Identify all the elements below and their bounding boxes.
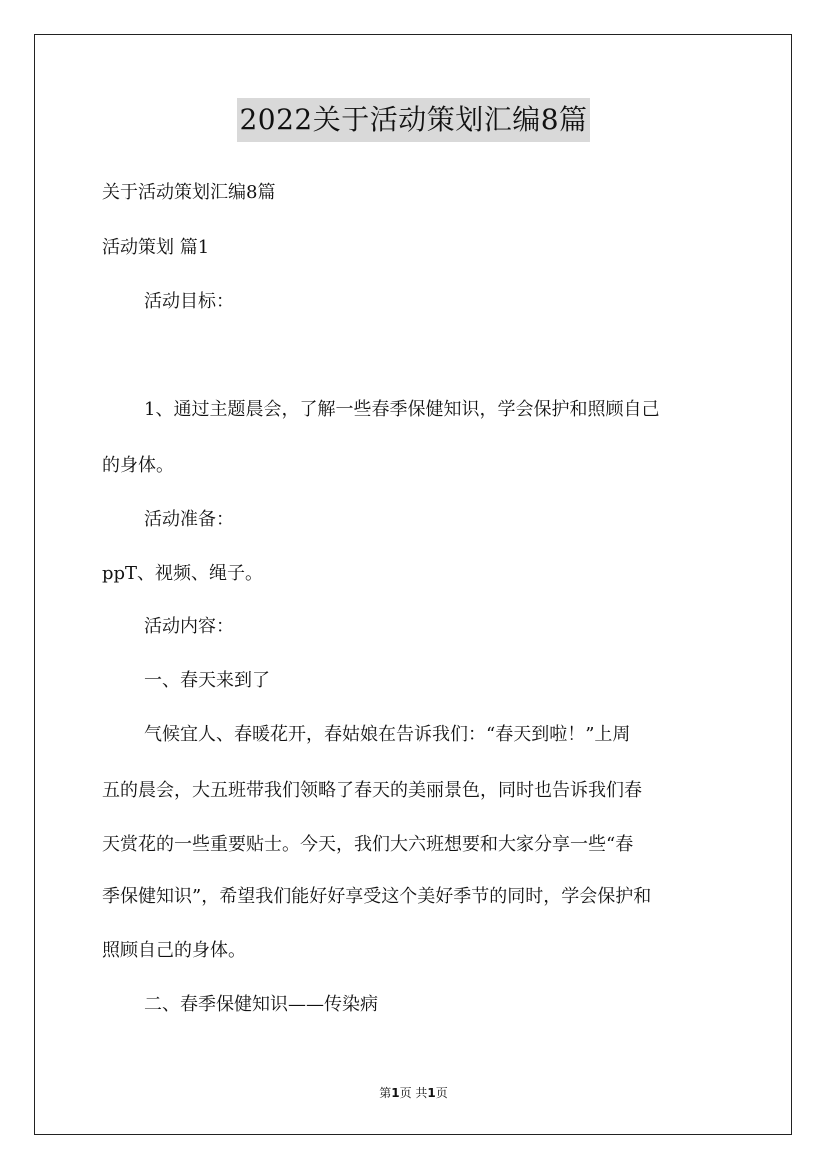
document-subtitle: 关于活动策划汇编8篇 bbox=[102, 182, 276, 203]
part-1-line-5: 照顾自己的身体。 bbox=[102, 940, 246, 961]
part-1-line-1: 气候宜人、春暖花开，春姑娘在告诉我们：“春天到啦！”上周 bbox=[144, 724, 631, 745]
part-1-heading: 一、春天来到了 bbox=[144, 670, 270, 691]
document-title bbox=[0, 98, 827, 142]
goal-1-line-2: 的身体。 bbox=[102, 455, 174, 476]
footer-page-total: 1 bbox=[427, 1086, 436, 1100]
part-1-line-2: 五的晨会，大五班带我们领略了春天的美丽景色，同时也告诉我们春 bbox=[102, 780, 642, 801]
prep-label: 活动准备： bbox=[144, 509, 234, 530]
part-1-line-3: 天赏花的一些重要贴士。今天，我们大六班想要和大家分享一些“春 bbox=[102, 834, 634, 855]
goal-label: 活动目标： bbox=[144, 291, 234, 312]
goal-1-line-1: 1、通过主题晨会，了解一些春季保健知识，学会保护和照顾自己 bbox=[144, 399, 660, 420]
footer-page-suffix: 页 bbox=[435, 1086, 448, 1100]
prep-items: ppT、视频、绳子。 bbox=[102, 563, 264, 584]
document-title-text: 2022关于活动策划汇编8篇 bbox=[237, 98, 589, 142]
part-2-heading: 二、春季保健知识——传染病 bbox=[144, 994, 378, 1015]
footer-page-prefix: 第 bbox=[379, 1086, 392, 1100]
section-heading: 活动策划 篇1 bbox=[102, 237, 210, 258]
footer-page-current: 1 bbox=[391, 1086, 400, 1100]
footer-page-middle: 页 共 bbox=[399, 1086, 428, 1100]
page-footer bbox=[0, 1084, 827, 1101]
part-1-line-4: 季保健知识”，希望我们能好好享受这个美好季节的同时，学会保护和 bbox=[102, 886, 652, 907]
content-label: 活动内容： bbox=[144, 616, 234, 637]
